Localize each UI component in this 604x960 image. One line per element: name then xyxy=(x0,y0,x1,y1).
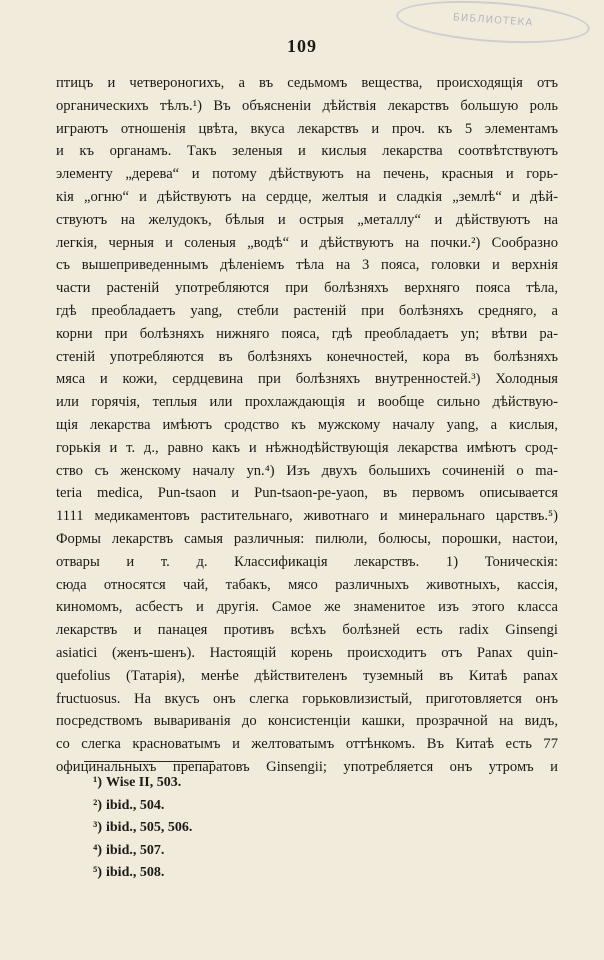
body-text xyxy=(56,72,558,779)
text-line: корни при болѣзняхъ нижняго пояса, гдѣ преобладаетъ yn; вѣтви ра- xyxy=(56,325,558,342)
text-line: киномомъ, асбестъ и другія. Самое же знаменитое изъ этого класса xyxy=(56,599,558,616)
footnote-text: ibid., 508. xyxy=(106,865,165,880)
footnote xyxy=(80,840,380,863)
text-line: щія лекарства имѣютъ сродство къ мужскому началу yang, а кислыя, xyxy=(56,416,558,433)
footnote xyxy=(80,795,380,818)
text-line: официнальныхъ препаратовъ Ginsengii; употребляется онъ утромъ и xyxy=(56,758,558,775)
text-line: Формы лекарствъ самыя различныя: пилюли, болюсы, порошки, настои, xyxy=(56,530,558,547)
text-line: стеній употребляются въ болѣзняхъ конечностей, кора въ болѣзняхъ xyxy=(56,348,558,365)
text-line: лекарствъ и панацея противъ всѣхъ болѣзней есть radix Ginsengi xyxy=(56,622,558,639)
footnote-divider xyxy=(84,761,214,762)
footnote-mark: ¹) xyxy=(93,775,102,790)
footnote xyxy=(80,772,380,795)
text-line: отвары и т. д. Классификація лекарствъ. 1) Тоническія: xyxy=(56,553,558,570)
footnote-mark: ⁴) xyxy=(93,842,102,858)
library-stamp: БИБЛИОТЕКА xyxy=(395,0,591,49)
footnote-mark: ²) xyxy=(93,797,102,813)
text-line: съ вышеприведеннымъ дѣленіемъ тѣла на 3 пояса, головки и верхнія xyxy=(56,257,558,274)
text-line: кія „огню“ и дѣйствуютъ на сердце, желтыя и сладкія „землѣ“ и дѣй- xyxy=(56,188,558,205)
text-line: горькія и т. д., равно какъ и нѣжнодѣйствующія лекарства имѣютъ срод- xyxy=(56,439,558,456)
text-line: ство съ женскому началу yn.⁴) Изъ двухъ большихъ сочиненій о ma- xyxy=(56,462,558,479)
text-line: или горячія, теплыя или прохлаждающія и вообще сильно дѣйствую- xyxy=(56,394,558,411)
text-line: fructuosus. На вкусъ онъ слегка горьковлизистый, приготовляется онъ xyxy=(56,690,558,707)
text-line: легкія, черныя и соленыя „водѣ“ и дѣйствуютъ на почки.²) Сообразно xyxy=(56,234,558,251)
text-line: teria medica, Pun-tsaon и Pun-tsaon-pe-yaon, въ первомъ описывается xyxy=(56,485,558,502)
text-line: со слегка красноватымъ и желтоватымъ оттѣнкомъ. Въ Китаѣ есть 77 xyxy=(56,736,558,753)
text-line: 1111 медикаментовъ растительнаго, животнаго и минеральнаго царствъ.⁵) xyxy=(56,508,558,525)
text-line: части растеній употребляются при болѣзняхъ верхняго пояса тѣла, xyxy=(56,280,558,297)
page-number: 109 xyxy=(287,36,317,56)
text-line: органическихъ тѣлъ.¹) Въ объясненіи дѣйствія лекарствъ большую роль xyxy=(56,97,558,114)
footnote-text: ibid., 507. xyxy=(106,842,165,858)
text-line: элементу „дерева“ и потому дѣйствуютъ на печень, красныя и горь- xyxy=(56,166,558,183)
text-line: и къ органамъ. Такъ зеленыя и кислыя лекарства соотвѣтствуютъ xyxy=(56,143,558,160)
text-line: ствуютъ на желудокъ, бѣлыя и острыя „металлу“ и дѣйствуютъ на xyxy=(56,211,558,228)
footnote-mark: ³) xyxy=(93,820,102,835)
footnote-text: ibid., 505, 506. xyxy=(106,820,193,835)
text-line: asiatici (женъ-шенъ). Настоящій корень происходитъ отъ Panax quin- xyxy=(56,644,558,661)
text-line: quefolius (Татарія), менѣе дѣйствителенъ туземный въ Китаѣ panax xyxy=(56,667,558,684)
footnotes xyxy=(80,772,380,885)
text-line: гдѣ преобладаетъ yang, стебли растеній при болѣзняхъ средняго, а xyxy=(56,302,558,319)
footnote xyxy=(80,817,380,840)
text-line: сюда относятся чай, табакъ, мясо различныхъ животныхъ, кассія, xyxy=(56,576,558,593)
text-line: играютъ отношенія цвѣта, вкуса лекарствъ и проч. къ 5 элементамъ xyxy=(56,120,558,137)
text-line: птицъ и четвероногихъ, а въ седьмомъ вещества, происходящія отъ xyxy=(56,75,558,91)
footnote-text: Wise II, 503. xyxy=(106,775,182,790)
text-line: мяса и кожи, сердцевина при болѣзняхъ внутренностей.³) Холодныя xyxy=(56,371,558,388)
footnote xyxy=(80,862,380,885)
footnote-mark: ⁵) xyxy=(93,865,102,880)
footnote-text: ibid., 504. xyxy=(106,797,165,813)
text-line: посредствомъ вываривaнія до консистенціи кашки, прозрачной на видъ, xyxy=(56,713,558,730)
